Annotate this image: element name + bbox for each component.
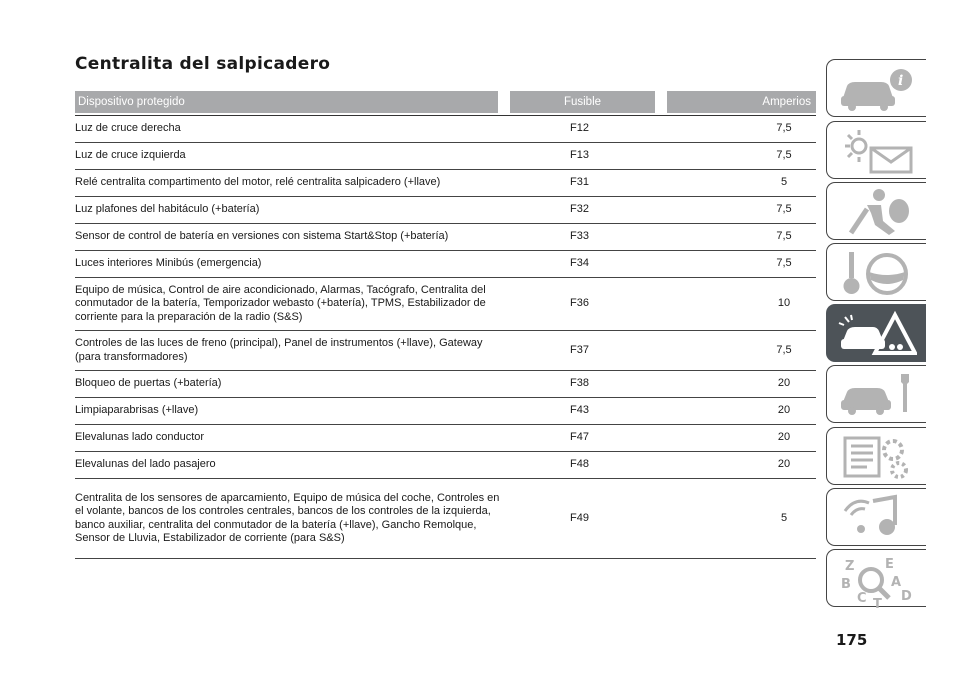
- page-title: Centralita del salpicadero: [75, 54, 331, 74]
- fuse-table: [75, 91, 816, 559]
- key-steering-wheel-icon: [837, 248, 917, 298]
- tab-multimedia[interactable]: [826, 488, 926, 546]
- table-row: [75, 452, 816, 479]
- table-row: [75, 398, 816, 425]
- row-device: Luz de cruce derecha: [75, 122, 181, 135]
- row-fuse: F32: [570, 203, 589, 216]
- airbag-seatbelt-icon: [837, 187, 917, 237]
- svg-text:T: T: [873, 597, 882, 610]
- svg-text:i: i: [898, 73, 904, 89]
- row-fuse: F13: [570, 149, 589, 162]
- table-row: [75, 170, 816, 197]
- row-fuse: F34: [570, 257, 589, 270]
- table-row: [75, 425, 816, 452]
- row-fuse: F48: [570, 458, 589, 471]
- row-device: Luz de cruce izquierda: [75, 149, 186, 162]
- row-fuse: F43: [570, 404, 589, 417]
- table-row: [75, 371, 816, 398]
- svg-text:B: B: [841, 577, 851, 592]
- table-row: [75, 251, 816, 278]
- row-device: Elevalunas del lado pasajero: [75, 458, 216, 471]
- row-device: Luces interiores Minibús (emergencia): [75, 257, 262, 270]
- table-row: [75, 116, 816, 143]
- row-device: Luz plafones del habitáculo (+batería): [75, 203, 260, 216]
- row-fuse: F37: [570, 343, 589, 356]
- row-amps: 7,5: [776, 343, 792, 356]
- row-amps: 5: [780, 176, 788, 189]
- svg-text:Z: Z: [845, 559, 855, 574]
- row-fuse: F31: [570, 176, 589, 189]
- row-amps: 20: [777, 458, 791, 471]
- row-fuse: F47: [570, 431, 589, 444]
- row-amps: 7,5: [776, 149, 792, 162]
- row-device: Elevalunas lado conductor: [75, 431, 205, 444]
- row-device: Equipo de música, Control de aire acondicionado, Alarmas, Tacógrafo, Centralita del conmutador de la batería, Temporizador webasto (+batería), TPMS, Estabilizador de corriente para la preparación de la radio (S&S): [75, 283, 486, 323]
- svg-text:D: D: [901, 589, 912, 604]
- row-amps: 7,5: [776, 230, 792, 243]
- svg-text:C: C: [857, 591, 867, 606]
- warning-lights-message-icon: [837, 126, 917, 176]
- row-amps: 20: [777, 431, 791, 444]
- row-device: Relé centralita compartimento del motor, relé centralita salpicadero (+llave): [75, 176, 441, 189]
- tab-technical-data[interactable]: [826, 427, 926, 485]
- row-fuse: F33: [570, 230, 589, 243]
- table-row: [75, 197, 816, 224]
- row-amps: 5: [780, 511, 788, 524]
- row-device: Bloqueo de puertas (+batería): [75, 377, 222, 390]
- tab-warning-lights[interactable]: [826, 121, 926, 179]
- tab-car-info[interactable]: [826, 59, 926, 117]
- table-row: [75, 224, 816, 251]
- row-device: Sensor de control de batería en versiones con sistema Start&Stop (+batería): [75, 230, 449, 243]
- table-row: [75, 479, 816, 559]
- header-device: Dispositivo protegido: [78, 96, 185, 108]
- table-header: [75, 91, 816, 113]
- multimedia-icon: [837, 493, 917, 543]
- row-amps: 7,5: [776, 122, 792, 135]
- header-fuse: Fusible: [563, 96, 602, 108]
- svg-text:A: A: [891, 575, 902, 590]
- table-row: [75, 143, 816, 170]
- emergency-breakdown-icon: [837, 309, 917, 359]
- table-row: [75, 278, 816, 331]
- row-fuse: F36: [570, 297, 589, 310]
- tab-index[interactable]: [826, 549, 926, 610]
- row-amps: 7,5: [776, 257, 792, 270]
- row-fuse: F49: [570, 511, 589, 524]
- row-fuse: F12: [570, 122, 589, 135]
- row-fuse: F38: [570, 377, 589, 390]
- row-device: Limpiaparabrisas (+llave): [75, 404, 199, 417]
- tab-emergency[interactable]: [826, 304, 926, 362]
- tab-starting-driving[interactable]: [826, 243, 926, 301]
- row-amps: 20: [777, 377, 791, 390]
- car-maintenance-icon: [837, 370, 917, 420]
- car-info-icon: [837, 64, 917, 114]
- page-number: 175: [836, 631, 868, 649]
- row-amps: 20: [777, 404, 791, 417]
- row-device: Controles de las luces de freno (principal), Panel de instrumentos (+llave), Gateway (para transformadores): [75, 337, 483, 363]
- technical-data-icon: [837, 432, 917, 482]
- header-amps: Amperios: [762, 96, 811, 108]
- row-amps: 7,5: [776, 203, 792, 216]
- alphabetical-index-icon: [837, 554, 917, 610]
- svg-text:E: E: [885, 557, 894, 572]
- tab-safety[interactable]: [826, 182, 926, 240]
- row-amps: 10: [777, 297, 791, 310]
- row-device: Centralita de los sensores de aparcamiento, Equipo de música del coche, Controles en el volante, bancos de los controles centrales, bancos de los controles de la izquierda, banco auxiliar, centralita del conmutador de la batería (+llave), Gancho Remolque, Sensor de Lluvia, Estabilizador de corriente (para S&S): [75, 491, 500, 544]
- tab-maintenance[interactable]: [826, 365, 926, 423]
- table-row: [75, 331, 816, 371]
